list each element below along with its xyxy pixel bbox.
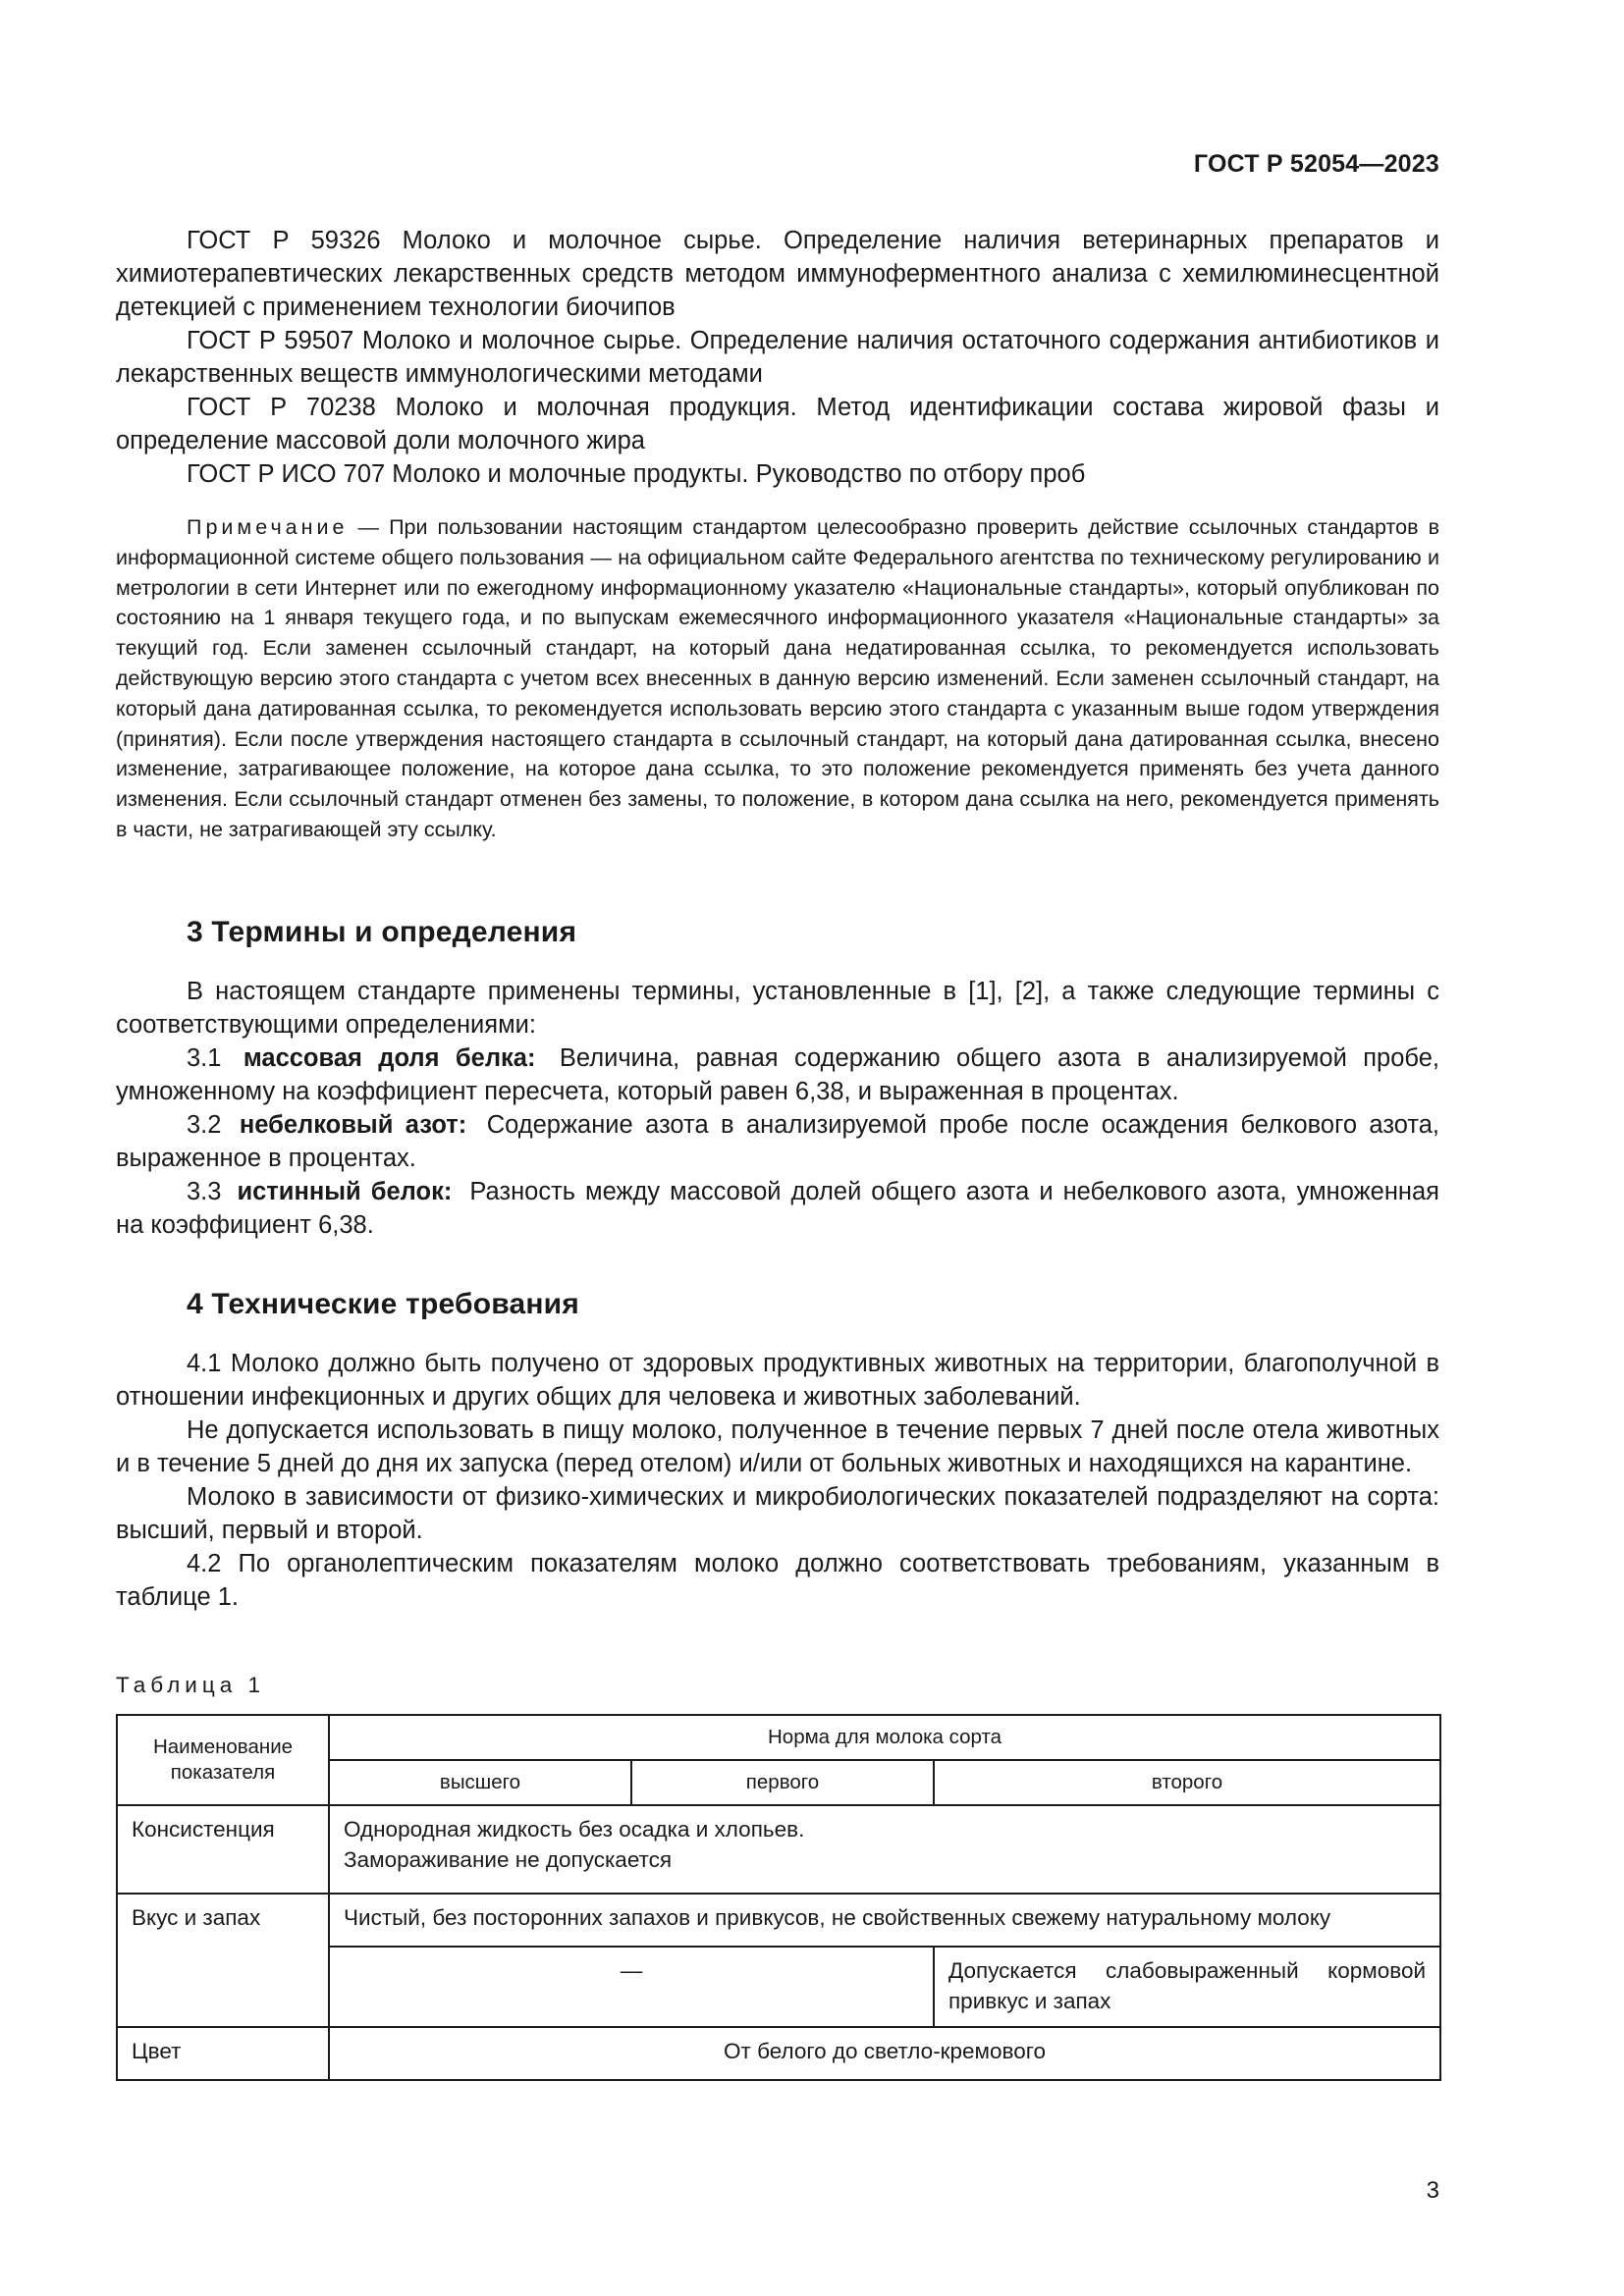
row-name-taste: Вкус и запах <box>117 1894 329 2027</box>
header-grade-first: первого <box>631 1760 934 1805</box>
term-number: 3.2 <box>187 1111 222 1139</box>
section-3-heading: 3 Термины и определения <box>187 916 577 948</box>
normative-references-list <box>116 224 1439 491</box>
term-name: истинный белок: <box>237 1178 453 1205</box>
taste-top-first-dash: — <box>329 1947 934 2027</box>
consistency-line-1: Однородная жидкость без осадка и хлопьев. <box>344 1817 805 1842</box>
note-separator: — <box>348 515 390 539</box>
term-text: Величина, равная содержанию общего азота в анализируемой пробе, умноженному на коэффициент пересчета, который равен 6,38, и выраженная в процентах. <box>116 1044 1439 1105</box>
note-label: Примечание <box>187 515 349 539</box>
consistency-line-2: Замораживание не допускается <box>344 1847 673 1872</box>
taste-all-grades: Чистый, без посторонних запахов и привкусов, не свойственных свежему натуральному молоку <box>329 1894 1440 1947</box>
term-number: 3.1 <box>187 1044 222 1072</box>
note-paragraph <box>116 512 1439 845</box>
reference-item: ГОСТ Р 59507 Молоко и молочное сырье. Определение наличия остаточного содержания антибиотиков и лекарственных веществ иммунологическими методами <box>116 327 1439 388</box>
header-grade-second: второго <box>934 1760 1440 1805</box>
note-text: При пользовании настоящим стандартом целесообразно проверить действие ссылочных стандартов в информационной системе общего пользования — на официальном сайте Федерального агентства по техническому регулированию и метрологии в сети Интернет или по ежегодному информационному указателю «Национальные стандарты», который опубликован по состоянию на 1 января текущего года, и по выпускам ежемесячного информационного указателя «Национальные стандарты» за текущий год. Если заменен ссылочный стандарт, на который дана недатированная ссылка, то рекомендуется использовать действующую версию этого стандарта с учетом всех внесенных в данную версию изменений. Если заменен ссылочный стандарт, на который дана датированная ссылка, то рекомендуется использовать версию этого стандарта с указанным выше годом утверждения (принятия). Если после утверждения настоящего стандарта в ссылочный стандарт, на который дана датированная ссылка, внесено изменение, затрагивающее положение, на которое дана ссылка, то это положение рекомендуется применять без учета данного изменения. Если ссылочный стандарт отменен без замены, то положение, в котором дана ссылка на него, рекомендуется применять в части, не затрагивающей эту ссылку. <box>116 515 1439 841</box>
term-definition <box>116 1041 1439 1108</box>
table-row <box>117 1894 1440 1947</box>
term-definition <box>116 1175 1439 1242</box>
section-4-paragraph: 4.1 Молоко должно быть получено от здоровых продуктивных животных на территории, благополучной в отношении инфекционных и других общих для человека и животных заболеваний. <box>116 1350 1439 1411</box>
header-grade-top: высшего <box>329 1760 631 1805</box>
term-name: небелковый азот: <box>239 1111 467 1139</box>
color-value: От белого до светло-кремового <box>329 2027 1440 2080</box>
section-4-paragraph: 4.2 По органолептическим показателям молоко должно соответствовать требованиям, указанным в таблице 1. <box>116 1550 1439 1611</box>
reference-item: ГОСТ Р 70238 Молоко и молочная продукция. Метод идентификации состава жировой фазы и определение массовой доли молочного жира <box>116 394 1439 454</box>
section-4-paragraph: Молоко в зависимости от физико-химических и микробиологических показателей подразделяют на сорта: высший, первый и второй. <box>116 1483 1439 1544</box>
term-name: массовая доля белка: <box>243 1044 536 1072</box>
document-page <box>116 0 1439 2296</box>
header-norm: Норма для молока сорта <box>329 1715 1440 1760</box>
term-text: Содержание азота в анализируемой пробе после осаждения белкового азота, выраженное в процентах. <box>116 1111 1440 1172</box>
organoleptic-table <box>116 1714 1439 2081</box>
header-indicator: Наименование показателя <box>117 1715 329 1805</box>
reference-item: ГОСТ Р 59326 Молоко и молочное сырье. Определение наличия ветеринарных препаратов и химиотерапевтических лекарственных средств методом иммуноферментного анализа с хемилюминесцентной детекцией с применением технологии биочипов <box>116 227 1439 321</box>
table-header-row <box>117 1715 1440 1760</box>
consistency-value <box>329 1805 1440 1894</box>
standard-id-header: ГОСТ Р 52054—2023 <box>1193 150 1439 178</box>
term-number: 3.3 <box>187 1178 222 1205</box>
note-block <box>116 512 1439 845</box>
term-text: Разность между массовой долей общего азота и небелкового азота, умноженная на коэффициент 6,38. <box>116 1178 1439 1239</box>
section-3-body <box>116 975 1439 1242</box>
page-number: 3 <box>1426 2177 1439 2204</box>
reference-item: ГОСТ Р ИСО 707 Молоко и молочные продукты. Руководство по отбору проб <box>187 460 1086 488</box>
term-definition <box>116 1108 1439 1175</box>
section-4-body <box>116 1347 1439 1614</box>
taste-second-grade: Допускается слабовыраженный кормовой привкус и запах <box>934 1947 1440 2027</box>
table-caption: Таблица 1 <box>116 1673 265 1697</box>
section-4-heading: 4 Технические требования <box>187 1288 580 1320</box>
row-name-consistency: Консистенция <box>117 1805 329 1894</box>
table-row <box>117 2027 1440 2080</box>
table-row <box>117 1805 1440 1894</box>
row-name-color: Цвет <box>117 2027 329 2080</box>
section-4-paragraph: Не допускается использовать в пищу молоко, полученное в течение первых 7 дней после отела животных и в течение 5 дней до дня их запуска (перед отелом) и/или от больных животных и находящихся на карантине. <box>116 1416 1439 1477</box>
section-3-intro: В настоящем стандарте применены термины, установленные в [1], [2], а также следующие термины с соответствующими определениями: <box>116 978 1439 1039</box>
